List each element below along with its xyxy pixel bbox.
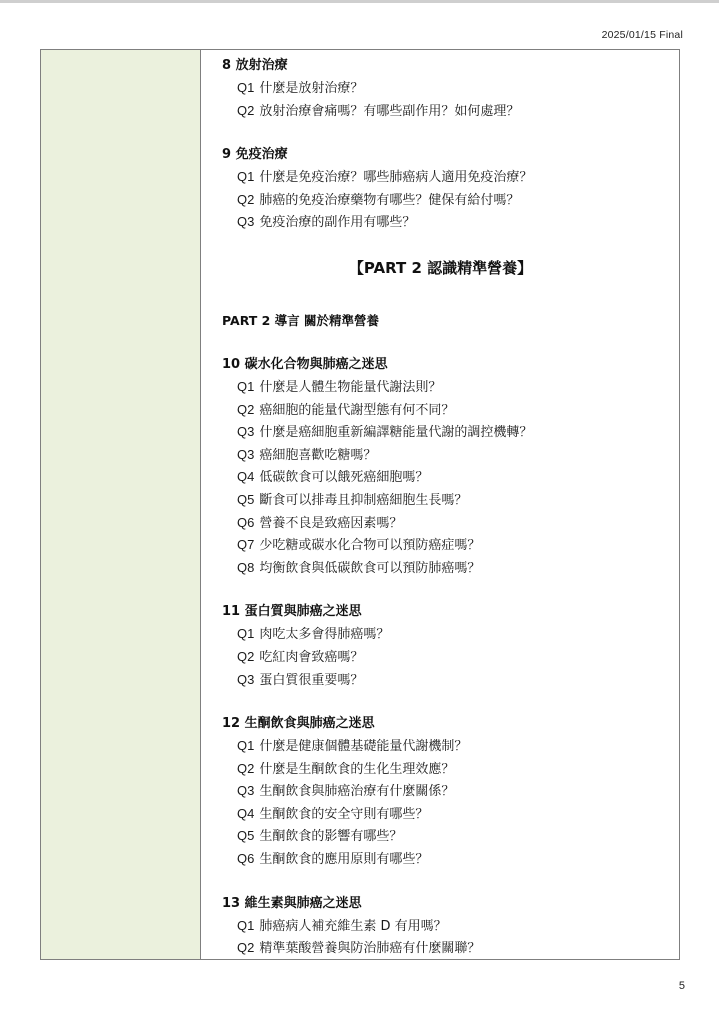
question-text: 免疫治療的副作用有哪些？ <box>259 215 416 231</box>
toc-section <box>222 601 679 691</box>
question-text: 吃紅肉會致癌嗎？ <box>259 649 364 665</box>
toc-section <box>222 55 679 122</box>
question-number: Q4 <box>237 805 255 821</box>
question-list <box>222 915 679 960</box>
question-text: 精準葉酸營養與防治肺癌有什麼關聯？ <box>259 941 481 957</box>
question-list <box>222 376 679 579</box>
question-item <box>237 421 679 444</box>
question-text: 生酮飲食的應用原則有哪些？ <box>259 852 429 868</box>
toc-section <box>222 713 679 871</box>
question-text: 營養不良是致癌因素嗎？ <box>259 515 403 531</box>
question-text: 什麼是放射治療？ <box>259 81 364 96</box>
question-number: Q5 <box>237 828 255 844</box>
question-text: 什麼是生酮飲食的生化生理效應？ <box>259 761 455 777</box>
question-number: Q1 <box>237 738 255 754</box>
question-item <box>237 669 679 692</box>
question-item <box>237 825 679 848</box>
question-item <box>237 534 679 557</box>
sidebar-column <box>41 50 201 959</box>
question-list <box>222 735 679 871</box>
question-item <box>237 758 679 781</box>
question-item <box>237 166 679 189</box>
question-text: 均衡飲食與低碳飲食可以預防肺癌嗎？ <box>259 560 481 576</box>
question-number: Q3 <box>237 446 255 462</box>
question-item <box>237 466 679 489</box>
header-date-status: 2025/01/15 Final <box>601 29 683 41</box>
question-item <box>237 189 679 212</box>
question-number: Q3 <box>237 214 255 230</box>
question-number: Q3 <box>237 424 255 440</box>
toc-section <box>222 144 679 234</box>
section-title: 12 生酮飲食與肺癌之迷思 <box>222 716 375 732</box>
toc-section <box>222 893 679 960</box>
question-text: 癌細胞的能量代謝型態有何不同？ <box>259 402 455 418</box>
question-list <box>222 166 679 234</box>
question-item <box>237 735 679 758</box>
content-table <box>40 49 680 960</box>
question-item <box>237 489 679 512</box>
question-number: Q2 <box>237 191 255 207</box>
part-heading: 【PART 2 認識精準營養】 <box>348 258 533 277</box>
question-text: 什麼是健康個體基礎能量代謝機制？ <box>259 739 468 755</box>
question-number: Q1 <box>237 169 255 185</box>
question-text: 放射治療會痛嗎？有哪些副作用？如何處理？ <box>259 103 520 119</box>
question-text: 斷食可以排毒且抑制癌細胞生長嗎？ <box>259 492 468 508</box>
section-title: 11 蛋白質與肺癌之迷思 <box>222 604 362 620</box>
part-intro: PART 2 導言 關於精準營養 <box>222 312 380 328</box>
question-number: Q6 <box>237 851 255 867</box>
question-text: 低碳飲食可以餓死癌細胞嗎？ <box>259 470 429 486</box>
question-number: Q7 <box>237 537 255 553</box>
question-number: Q2 <box>237 760 255 776</box>
toc-sections-part2 <box>222 354 679 960</box>
question-text: 生酮飲食的影響有哪些？ <box>259 829 403 845</box>
question-item <box>237 780 679 803</box>
question-number: Q5 <box>237 491 255 507</box>
question-list <box>222 623 679 691</box>
question-text: 什麼是癌細胞重新編譯糖能量代謝的調控機轉？ <box>259 425 533 441</box>
question-text: 肉吃太多會得肺癌嗎？ <box>259 627 390 643</box>
question-number: Q2 <box>237 401 255 417</box>
section-title: 8 放射治療 <box>222 58 288 73</box>
toc-column <box>201 50 679 959</box>
question-item <box>237 512 679 535</box>
question-item <box>237 848 679 871</box>
question-text: 肺癌的免疫治療藥物有哪些？健保有給付嗎？ <box>259 192 520 208</box>
top-rule <box>0 0 719 3</box>
question-text: 什麼是免疫治療？哪些肺癌病人適用免疫治療？ <box>259 170 533 186</box>
question-number: Q4 <box>237 469 255 485</box>
section-title: 10 碳水化合物與肺癌之迷思 <box>222 356 388 372</box>
question-item <box>237 915 679 938</box>
question-text: 生酮飲食的安全守則有哪些？ <box>259 806 429 822</box>
question-item <box>237 77 679 100</box>
question-item <box>237 100 679 123</box>
question-text: 蛋白質很重要嗎？ <box>259 672 364 688</box>
page-number: 5 <box>678 980 685 992</box>
question-item <box>237 399 679 422</box>
question-number: Q1 <box>237 378 255 394</box>
question-number: Q3 <box>237 671 255 687</box>
question-number: Q6 <box>237 514 255 530</box>
question-text: 肺癌病人補充維生素 D 有用嗎？ <box>259 918 447 934</box>
question-item <box>237 376 679 399</box>
question-text: 生酮飲食與肺癌治療有什麼關係？ <box>259 784 455 800</box>
question-item <box>237 803 679 826</box>
section-title: 13 維生素與肺癌之迷思 <box>222 895 362 911</box>
question-number: Q8 <box>237 559 255 575</box>
question-number: Q2 <box>237 940 255 956</box>
question-number: Q3 <box>237 783 255 799</box>
question-text: 少吃糖或碳水化合物可以預防癌症嗎？ <box>259 538 481 554</box>
question-item <box>237 937 679 960</box>
question-item <box>237 557 679 580</box>
question-item <box>237 646 679 669</box>
question-number: Q1 <box>237 626 255 642</box>
question-number: Q1 <box>237 917 255 933</box>
toc-sections-part1 <box>222 55 679 234</box>
question-item <box>237 444 679 467</box>
question-list <box>222 77 679 122</box>
toc-section <box>222 354 679 579</box>
question-number: Q2 <box>237 648 255 664</box>
question-text: 癌細胞喜歡吃糖嗎？ <box>259 447 377 463</box>
question-item <box>237 211 679 234</box>
question-number: Q1 <box>237 80 255 95</box>
question-number: Q2 <box>237 102 255 118</box>
section-title: 9 免疫治療 <box>222 147 288 163</box>
question-text: 什麼是人體生物能量代謝法則？ <box>259 379 442 395</box>
question-item <box>237 623 679 646</box>
